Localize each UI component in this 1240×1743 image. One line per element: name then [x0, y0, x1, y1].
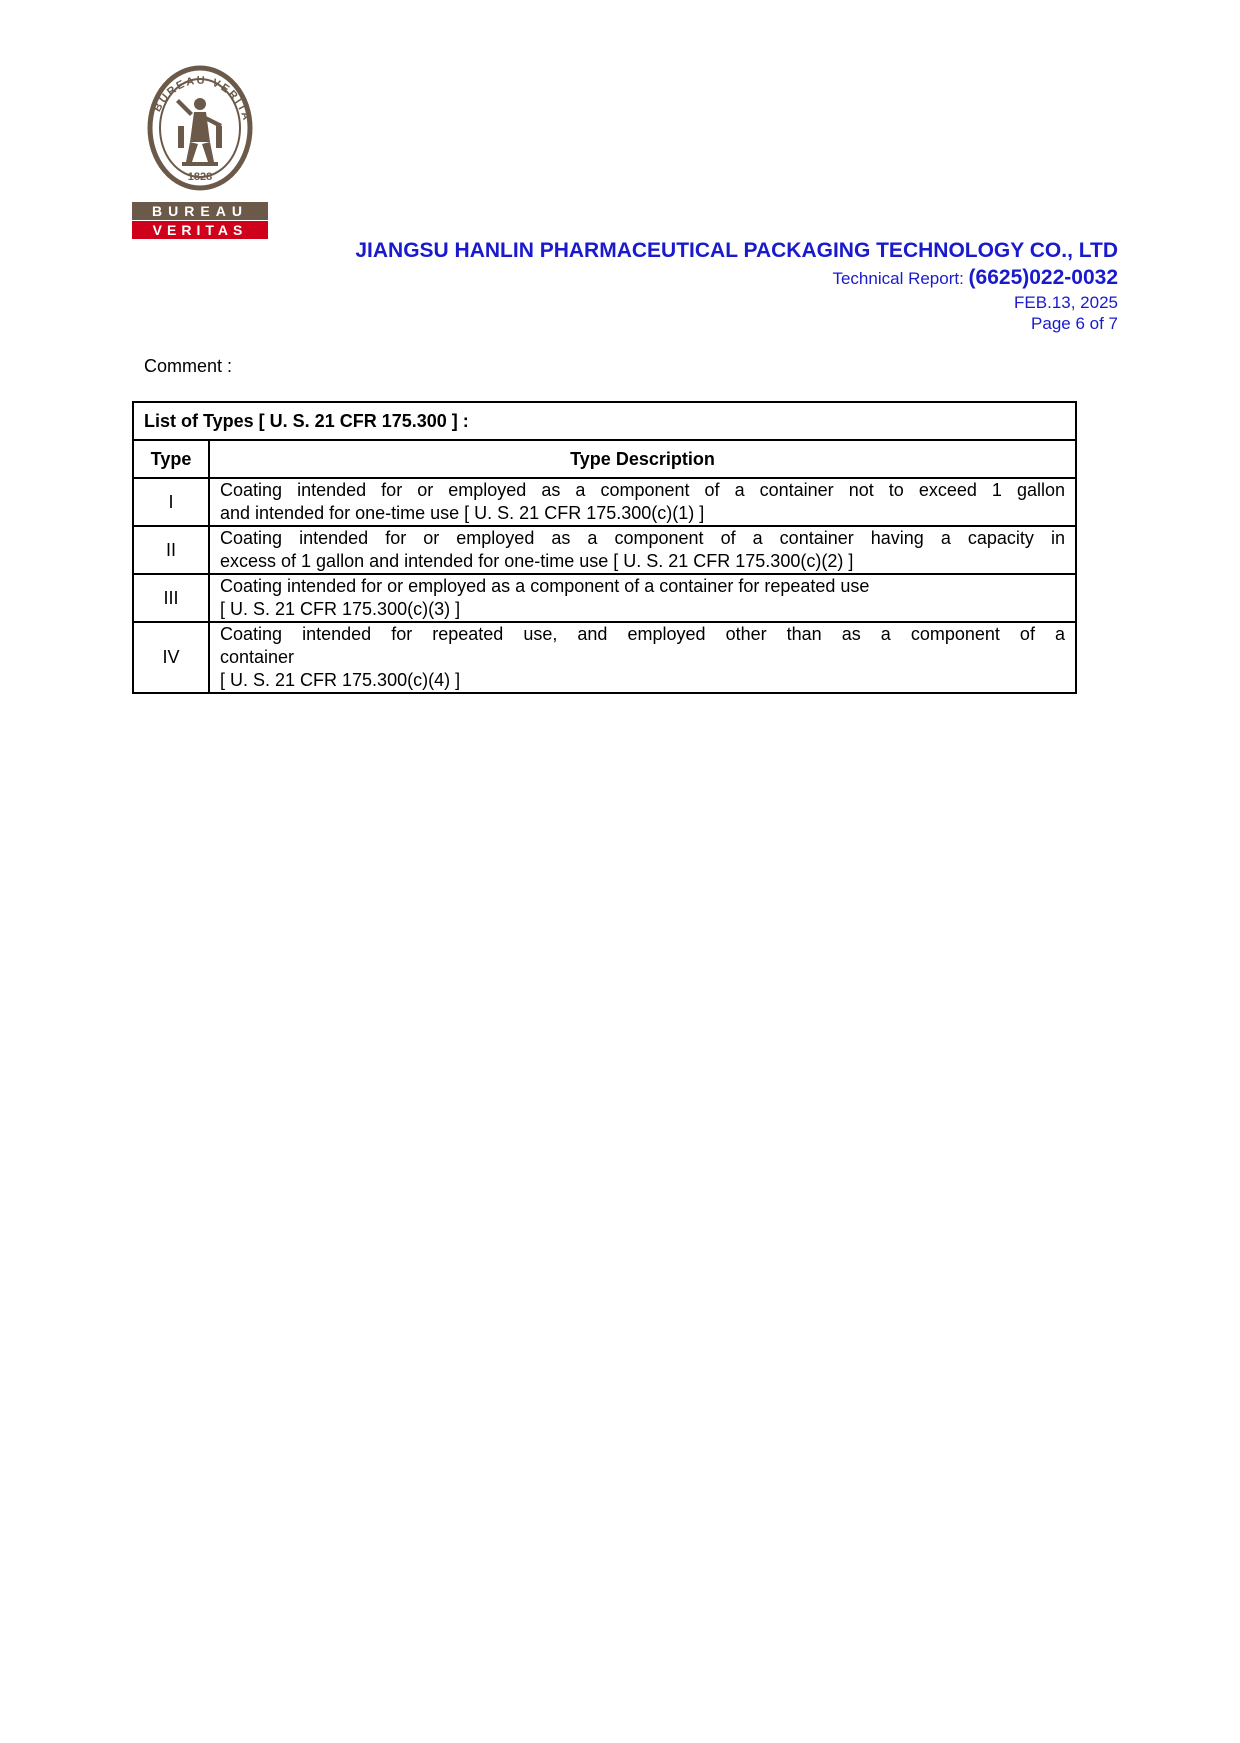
type-cell: I — [133, 478, 209, 526]
report-line — [355, 265, 1118, 292]
description-cell — [209, 526, 1076, 574]
table-row — [133, 526, 1076, 574]
table-row — [133, 478, 1076, 526]
description-cell — [209, 478, 1076, 526]
report-label: Technical Report: — [832, 269, 964, 288]
svg-text:1828: 1828 — [187, 171, 213, 183]
svg-text:BUREAU VERITAS: BUREAU VERITA — [151, 74, 253, 124]
report-date: FEB.13, 2025 — [1014, 293, 1118, 312]
table-caption: List of Types [ U. S. 21 CFR 175.300 ] : — [133, 402, 1076, 440]
table-caption-row — [133, 402, 1076, 440]
table-header-row — [133, 440, 1076, 478]
description-cell — [209, 574, 1076, 622]
type-cell: IV — [133, 622, 209, 693]
description-line: container — [220, 647, 295, 667]
types-table — [132, 401, 1077, 694]
type-cell: III — [133, 574, 209, 622]
svg-text:VERITAS: VERITAS — [152, 222, 248, 238]
description-line: excess of 1 gallon and intended for one-time use [ U. S. 21 CFR 175.300(c)(2) ] — [220, 551, 854, 571]
svg-text:BUREAU: BUREAU — [152, 203, 248, 219]
report-number: (6625)022-0032 — [968, 266, 1118, 289]
description-cell — [209, 622, 1076, 693]
column-header-description: Type Description — [209, 440, 1076, 478]
description-line: and intended for one-time use [ U. S. 21 CFR 175.300(c)(1) ] — [220, 503, 705, 523]
table-row — [133, 574, 1076, 622]
description-line: Coating intended for or employed as a component of a container not to exceed 1 gallon — [220, 480, 1065, 500]
type-cell: II — [133, 526, 209, 574]
description-line: Coating intended for or employed as a component of a container having a capacity in — [220, 528, 1065, 548]
description-line: [ U. S. 21 CFR 175.300(c)(4) ] — [220, 670, 461, 690]
report-header — [355, 238, 1118, 334]
comment-label: Comment : — [144, 356, 233, 376]
bureau-veritas-logo — [132, 64, 276, 240]
description-line: Coating intended for or employed as a component of a container for repeated use — [220, 576, 870, 596]
table-row — [133, 622, 1076, 693]
company-name: JIANGSU HANLIN PHARMACEUTICAL PACKAGING TECHNOLOGY CO., LTD — [355, 239, 1118, 262]
description-line: [ U. S. 21 CFR 175.300(c)(3) ] — [220, 599, 461, 619]
bureau-veritas-seal-icon — [132, 64, 276, 240]
column-header-type: Type — [133, 440, 209, 478]
description-line: Coating intended for repeated use, and employed other than as a component of a — [220, 624, 1065, 644]
page-number: Page 6 of 7 — [1031, 314, 1118, 333]
